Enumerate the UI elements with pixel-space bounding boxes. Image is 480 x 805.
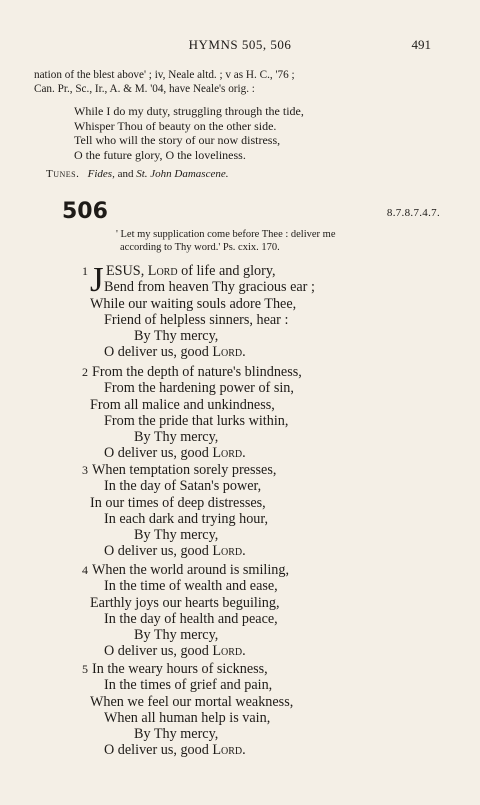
scripture-epigraph (116, 229, 436, 254)
verse-1 (82, 260, 442, 361)
verse-line (82, 344, 442, 360)
verse-number: 5 (82, 662, 88, 676)
small-caps-word: Lord. (212, 344, 246, 361)
verse-line: Earthly joys our hearts beguiling, (90, 594, 280, 611)
verse-line (82, 364, 442, 380)
epigraph-line: according to Thy word.' Ps. cxix. 170. (120, 241, 280, 253)
verse-3 (82, 462, 442, 560)
tunes-conjunction: and (117, 168, 134, 180)
verse-line: By Thy mercy, (134, 527, 219, 544)
verse-line: When we feel our mortal weakness, (90, 693, 294, 710)
epigraph-line: ' Let my supplication come before Thee : deliver me (116, 229, 336, 240)
verse-line (82, 562, 442, 578)
drop-cap: J (90, 260, 104, 299)
verse-line: In the day of health and peace, (104, 610, 278, 627)
quote-line: While I do my duty, struggling through the tide, (74, 104, 304, 118)
verse-line-text: of life and glory, (181, 263, 276, 279)
quote-line: Whisper Thou of beauty on the other side. (74, 118, 277, 133)
verse-number: 3 (82, 463, 88, 477)
verse-line-text: From the depth of nature's blindness, (92, 364, 302, 380)
verse-number: 1 (82, 264, 88, 278)
small-caps-word: Lord. (212, 643, 246, 660)
verse-5 (82, 661, 442, 759)
verse-line: In each dark and trying hour, (104, 510, 269, 527)
tunes-line (46, 168, 446, 180)
verse-line: From all malice and unkindness, (90, 396, 275, 413)
verse-line: From the hardening power of sin, (104, 380, 294, 397)
verse-line-text: In the weary hours of sickness, (92, 661, 268, 677)
verse-line (82, 543, 442, 559)
note-line: nation of the blest above' ; iv, Neale altd. ; v as H. C., '76 ; (34, 69, 295, 81)
verse-line (82, 462, 442, 478)
verse-line: When all human help is vain, (104, 709, 271, 726)
verse-line-text: O deliver us, good (104, 344, 209, 361)
verse-line-text: When the world around is smiling, (92, 562, 290, 578)
verse-line (82, 661, 442, 677)
verse-line-text: O deliver us, good (104, 445, 209, 462)
verse-number: 2 (82, 365, 88, 379)
verse-line: In the times of grief and pain, (104, 677, 273, 694)
page-header (0, 37, 480, 55)
verse-line-text: O deliver us, good (104, 543, 209, 560)
verse-line (82, 643, 442, 659)
verse-line: In our times of deep distresses, (90, 494, 266, 511)
verse-line: In the day of Satan's power, (104, 478, 262, 495)
verse-4 (82, 562, 442, 660)
running-head: HYMNS 505, 506 (188, 37, 292, 52)
verse-line-text: ESUS, (106, 263, 145, 279)
small-caps-word: Lord (147, 263, 178, 279)
verse-line-text: O deliver us, good (104, 742, 209, 759)
verse-number: 4 (82, 563, 88, 577)
tune-name: Fides, (87, 168, 115, 180)
page-number: 491 (411, 37, 431, 52)
verse-line: By Thy mercy, (134, 726, 219, 743)
verse-line-text: When temptation sorely presses, (92, 462, 277, 478)
verse-line: Bend from heaven Thy gracious ear ; (104, 279, 315, 296)
small-caps-word: Lord. (212, 742, 246, 759)
quote-line: O the future glory, O the loveliness. (74, 147, 246, 162)
small-caps-word: Lord. (212, 543, 246, 560)
tune-name: St. John Damascene. (136, 168, 229, 180)
verse-2 (82, 364, 442, 462)
verse-line (82, 445, 442, 461)
small-caps-word: Lord. (212, 445, 246, 462)
hymn-number: 506 (62, 199, 108, 224)
previous-hymn-note (34, 68, 446, 96)
verse-line: By Thy mercy, (134, 429, 219, 446)
hymn-meter: 8.7.8.7.4.7. (386, 207, 440, 219)
verse-line: In the time of wealth and ease, (104, 578, 278, 595)
verse-line: From the pride that lurks within, (104, 412, 289, 429)
verse-line: While our waiting souls adore Thee, (90, 295, 297, 312)
note-line: Can. Pr., Sc., Ir., A. & M. '04, have Neale's orig. : (34, 83, 255, 95)
tunes-label: Tunes. (46, 168, 80, 180)
quote-line: Tell who will the story of our now distress, (74, 133, 281, 147)
verse-line: By Thy mercy, (134, 328, 219, 345)
verse-line (82, 742, 442, 758)
original-verse-quote (74, 104, 454, 162)
verse-line-text: O deliver us, good (104, 643, 209, 660)
verse-line: By Thy mercy, (134, 627, 219, 644)
verse-line: Friend of helpless sinners, hear : (104, 311, 289, 328)
